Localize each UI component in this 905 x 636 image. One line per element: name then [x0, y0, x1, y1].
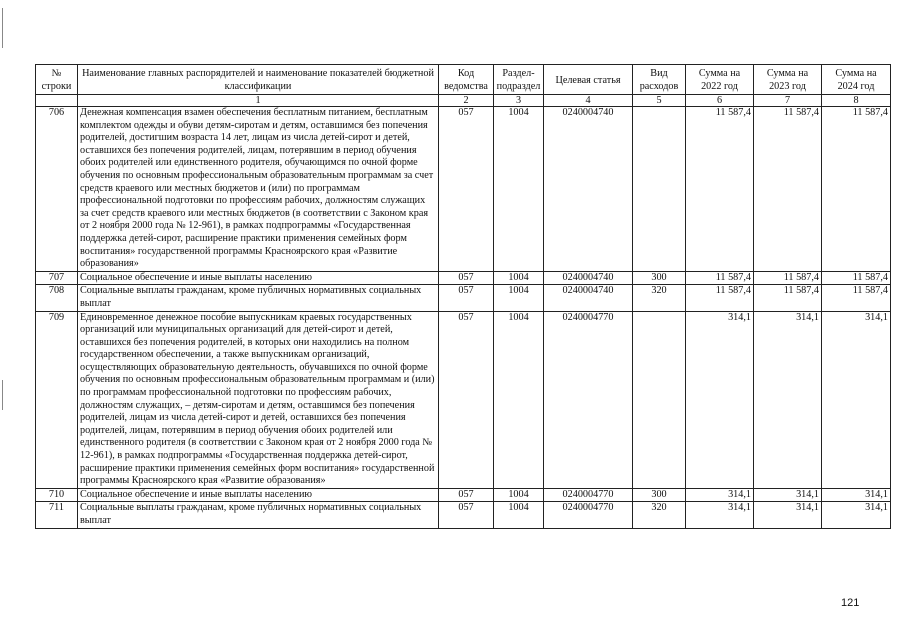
header-row — [36, 65, 891, 95]
budget-table — [35, 64, 891, 529]
header-row-number: № строки — [36, 65, 78, 95]
row-sum-2023: 11 587,4 — [754, 107, 822, 272]
column-index: 4 — [544, 95, 633, 107]
row-name: Единовременное денежное пособие выпускникам краевых государственных организаций или муниципальных организаций для детей-сирот и детей, оставшихся без попечения родителей, в которых они находились на полном государственном обеспечении, а также выпускникам организаций, осуществляющих образовательную деятельность, обучавшихся по очной форме обучения по основным профессиональным образовательным программам и (или) по программам профессиональной подготовки по профессиям рабочих, должностям служащих, – детям-сиротам и детям, оставшимся без попечения родителей, лицам из числа детей-сирот и детей, оставшихся без попечения родителей, лицам, потерявшим в период обучения обоих родителей или единственного родителя (в соответствии с Законом края от 2 ноября 2000 года № 12-961), в рамках подпрограммы «Государственная поддержка детей-сирот, расширение практики применения семейных форм воспитания» государственной программы Красноярского края «Развитие образования» — [78, 311, 439, 488]
row-target-article: 0240004740 — [544, 285, 633, 311]
row-sum-2024: 314,1 — [822, 311, 891, 488]
scan-edge-mark — [2, 8, 3, 48]
row-target-article: 0240004740 — [544, 271, 633, 285]
table-row — [36, 488, 891, 502]
header-name: Наименование главных распорядителей и наименование показателей бюджетной классификации — [78, 65, 439, 95]
row-expense-type: 300 — [633, 488, 686, 502]
row-dept-code: 057 — [439, 271, 494, 285]
column-index-row — [36, 95, 891, 107]
row-sum-2022: 314,1 — [686, 502, 754, 528]
table-row — [36, 311, 891, 488]
row-sum-2024: 11 587,4 — [822, 285, 891, 311]
header-sum-2024: Сумма на 2024 год — [822, 65, 891, 95]
row-sum-2022: 314,1 — [686, 488, 754, 502]
row-number: 711 — [36, 502, 78, 528]
row-section: 1004 — [494, 285, 544, 311]
row-sum-2024: 11 587,4 — [822, 271, 891, 285]
row-target-article: 0240004770 — [544, 488, 633, 502]
table-row — [36, 107, 891, 272]
table-row — [36, 502, 891, 528]
row-expense-type: 320 — [633, 502, 686, 528]
row-sum-2023: 11 587,4 — [754, 271, 822, 285]
row-dept-code: 057 — [439, 488, 494, 502]
column-index: 6 — [686, 95, 754, 107]
column-index: 5 — [633, 95, 686, 107]
row-target-article: 0240004770 — [544, 502, 633, 528]
row-expense-type: 320 — [633, 285, 686, 311]
row-section: 1004 — [494, 502, 544, 528]
row-number: 706 — [36, 107, 78, 272]
table-row — [36, 271, 891, 285]
row-expense-type: 300 — [633, 271, 686, 285]
column-index: 3 — [494, 95, 544, 107]
row-sum-2024: 11 587,4 — [822, 107, 891, 272]
row-name: Социальное обеспечение и иные выплаты населению — [78, 488, 439, 502]
row-sum-2024: 314,1 — [822, 488, 891, 502]
row-sum-2022: 11 587,4 — [686, 285, 754, 311]
row-name: Социальные выплаты гражданам, кроме публичных нормативных социальных выплат — [78, 502, 439, 528]
row-sum-2023: 314,1 — [754, 488, 822, 502]
row-sum-2022: 11 587,4 — [686, 107, 754, 272]
row-section: 1004 — [494, 488, 544, 502]
row-dept-code: 057 — [439, 502, 494, 528]
row-section: 1004 — [494, 311, 544, 488]
row-sum-2023: 314,1 — [754, 502, 822, 528]
page-number: 121 — [841, 597, 860, 609]
header-section: Раздел-подраздел — [494, 65, 544, 95]
column-index: 7 — [754, 95, 822, 107]
row-target-article: 0240004740 — [544, 107, 633, 272]
row-dept-code: 057 — [439, 311, 494, 488]
header-sum-2023: Сумма на 2023 год — [754, 65, 822, 95]
row-number: 708 — [36, 285, 78, 311]
row-sum-2022: 314,1 — [686, 311, 754, 488]
row-expense-type — [633, 311, 686, 488]
column-index-blank — [36, 95, 78, 107]
row-name: Социальное обеспечение и иные выплаты населению — [78, 271, 439, 285]
row-name: Социальные выплаты гражданам, кроме публичных нормативных социальных выплат — [78, 285, 439, 311]
row-number: 710 — [36, 488, 78, 502]
header-expense-type: Вид расходов — [633, 65, 686, 95]
row-sum-2024: 314,1 — [822, 502, 891, 528]
header-target-article: Целевая статья — [544, 65, 633, 95]
column-index: 8 — [822, 95, 891, 107]
row-dept-code: 057 — [439, 107, 494, 272]
column-index: 2 — [439, 95, 494, 107]
row-section: 1004 — [494, 107, 544, 272]
row-expense-type — [633, 107, 686, 272]
row-name: Денежная компенсация взамен обеспечения бесплатным питанием, бесплатным комплектом одежды и обуви детям-сиротам и детям, оставшимся без попечения родителей, достигшим возраста 14 лет, лицам из числа детей-сирот и детей, оставшихся без попечения родителей, лицам, потерявшим в период обучения обоих родителей или единственного родителя, обучающимся по очной форме обучения по основным профессиональным образовательным программам за счет средств краевого или местных бюджетов и (или) по программам профессиональной подготовки по профессиям рабочих, должностям служащих за счет средств краевого или местных бюджетов (в соответствии с Законом края от 2 ноября 2000 года № 12-961), в рамках подпрограммы «Государственная поддержка детей-сирот, расширение практики применения семейных форм воспитания» государственной программы Красноярского края «Развитие образования» — [78, 107, 439, 272]
row-sum-2022: 11 587,4 — [686, 271, 754, 285]
row-section: 1004 — [494, 271, 544, 285]
row-dept-code: 057 — [439, 285, 494, 311]
header-dept-code: Код ведомства — [439, 65, 494, 95]
column-index: 1 — [78, 95, 439, 107]
row-number: 709 — [36, 311, 78, 488]
row-sum-2023: 11 587,4 — [754, 285, 822, 311]
header-sum-2022: Сумма на 2022 год — [686, 65, 754, 95]
row-number: 707 — [36, 271, 78, 285]
row-target-article: 0240004770 — [544, 311, 633, 488]
table-row — [36, 285, 891, 311]
row-sum-2023: 314,1 — [754, 311, 822, 488]
scan-edge-mark — [2, 380, 3, 410]
